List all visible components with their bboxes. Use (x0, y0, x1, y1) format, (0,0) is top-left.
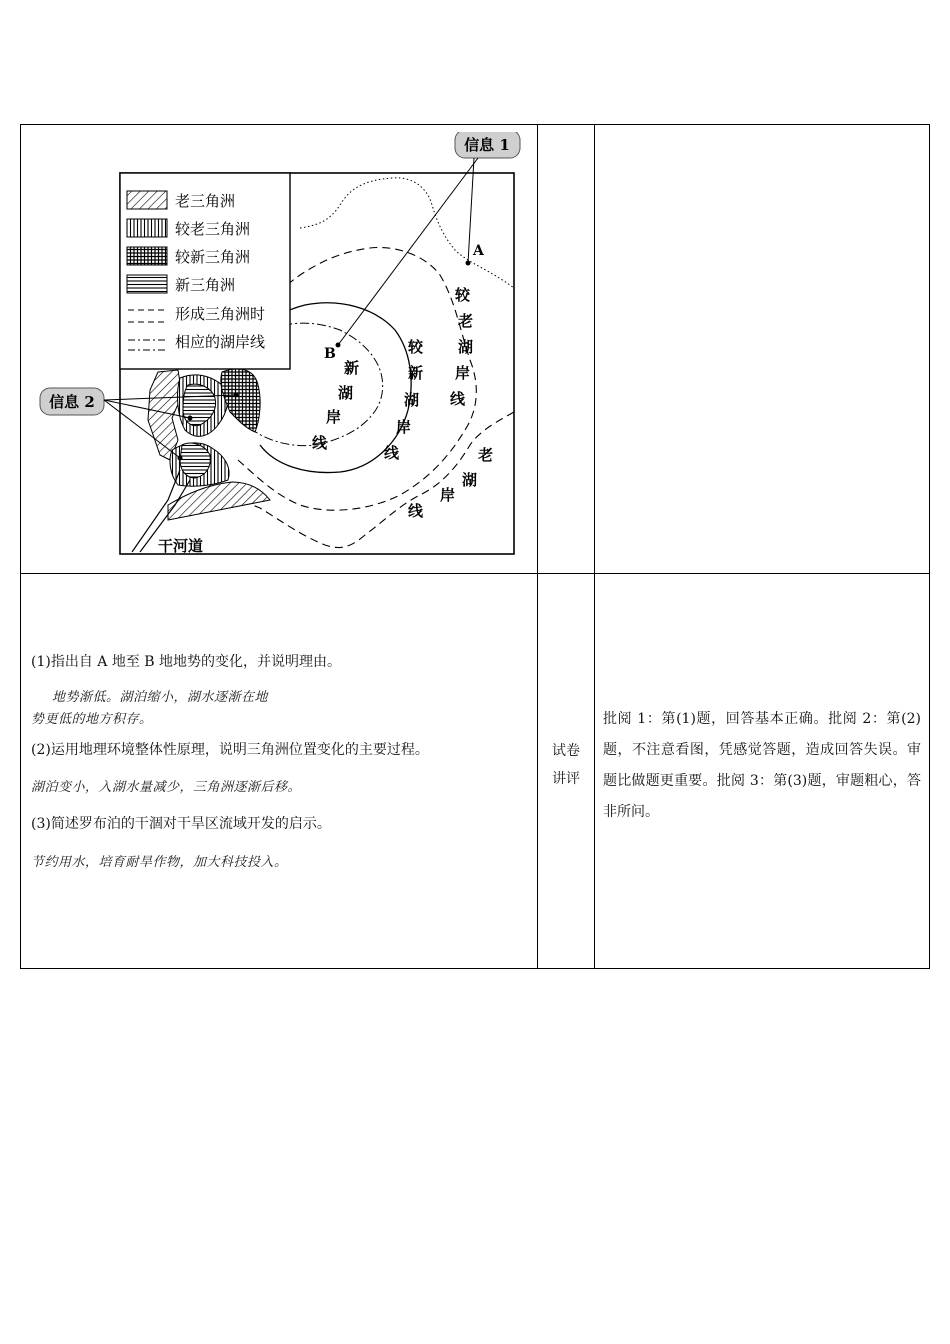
label-newer-shore-3: 湖 (404, 391, 420, 409)
label-new-shore-1: 新 (344, 359, 360, 377)
table-right-border (929, 124, 930, 969)
table-left-border (20, 124, 21, 969)
label-old-shore-1: 老 (478, 446, 494, 464)
label-newer-shore-5: 线 (384, 444, 400, 462)
question-2: (2)运用地理环境整体性原理，说明三角洲位置变化的主要过程。 (31, 742, 429, 758)
question-3: (3)简述罗布泊的干涸对干旱区流域开发的启示。 (31, 816, 331, 832)
label-new-shore-4: 线 (312, 434, 328, 452)
legend-label-new: 新三角洲 (175, 276, 236, 294)
table-bottom-border (20, 968, 930, 969)
label-older-shore-5: 线 (450, 390, 466, 408)
label-old-shore-2: 湖 (462, 471, 478, 489)
answer-1-line-1: 地势渐低。湖泊缩小，湖水逐渐在地 (52, 690, 269, 705)
answer-2: 湖泊变小，入湖水量减少，三角洲逐渐后移。 (31, 780, 302, 795)
callout-info-1: 信息 1 (464, 136, 510, 154)
legend-label-shore-2: 相应的湖岸线 (175, 333, 266, 351)
point-a-label: A (473, 243, 484, 259)
label-older-shore-2: 老 (458, 312, 474, 330)
table-col-divider-2 (594, 124, 595, 969)
callout-info-2: 信息 2 (49, 393, 95, 411)
label-old-shore-4: 线 (408, 502, 424, 520)
review-label-line-2: 讲评 (552, 771, 580, 787)
answer-3: 节约用水，培育耐旱作物，加大科技投入。 (31, 855, 288, 870)
label-old-shore-3: 岸 (440, 486, 456, 504)
table-row-divider (20, 573, 930, 574)
delta-map-figure (28, 132, 528, 562)
label-new-shore-3: 岸 (326, 408, 342, 426)
point-b-label: B (324, 346, 336, 362)
answer-1-line-2: 势更低的地方积存。 (31, 712, 153, 727)
question-1: (1)指出自 A 地至 B 地地势的变化，并说明理由。 (31, 654, 342, 670)
label-dry-river: 干河道 (158, 537, 204, 555)
label-new-shore-2: 湖 (338, 384, 354, 402)
legend-label-old: 老三角洲 (175, 192, 236, 210)
label-newer-shore-1: 较 (408, 338, 424, 356)
table-col-divider-1 (537, 124, 538, 969)
label-newer-shore-2: 新 (408, 364, 424, 382)
legend-label-newer: 较新三角洲 (175, 248, 251, 266)
review-label (538, 737, 594, 793)
label-older-shore-3: 湖 (458, 338, 474, 356)
grading-comment: 批阅 1：第(1)题，回答基本正确。批阅 2：第(2)题，不注意看图，凭感觉答题，造成回答失误。审题比做题更重要。批阅 3：第(3)题，审题粗心，答非所问。 (603, 711, 921, 820)
label-newer-shore-4: 岸 (396, 418, 412, 436)
legend-label-shore-1: 形成三角洲时 (175, 305, 266, 323)
review-label-line-1: 试卷 (552, 743, 580, 759)
legend-label-older: 较老三角洲 (175, 220, 251, 238)
label-older-shore-4: 岸 (455, 364, 471, 382)
table-top-border (20, 124, 930, 125)
label-older-shore-1: 较 (455, 286, 471, 304)
